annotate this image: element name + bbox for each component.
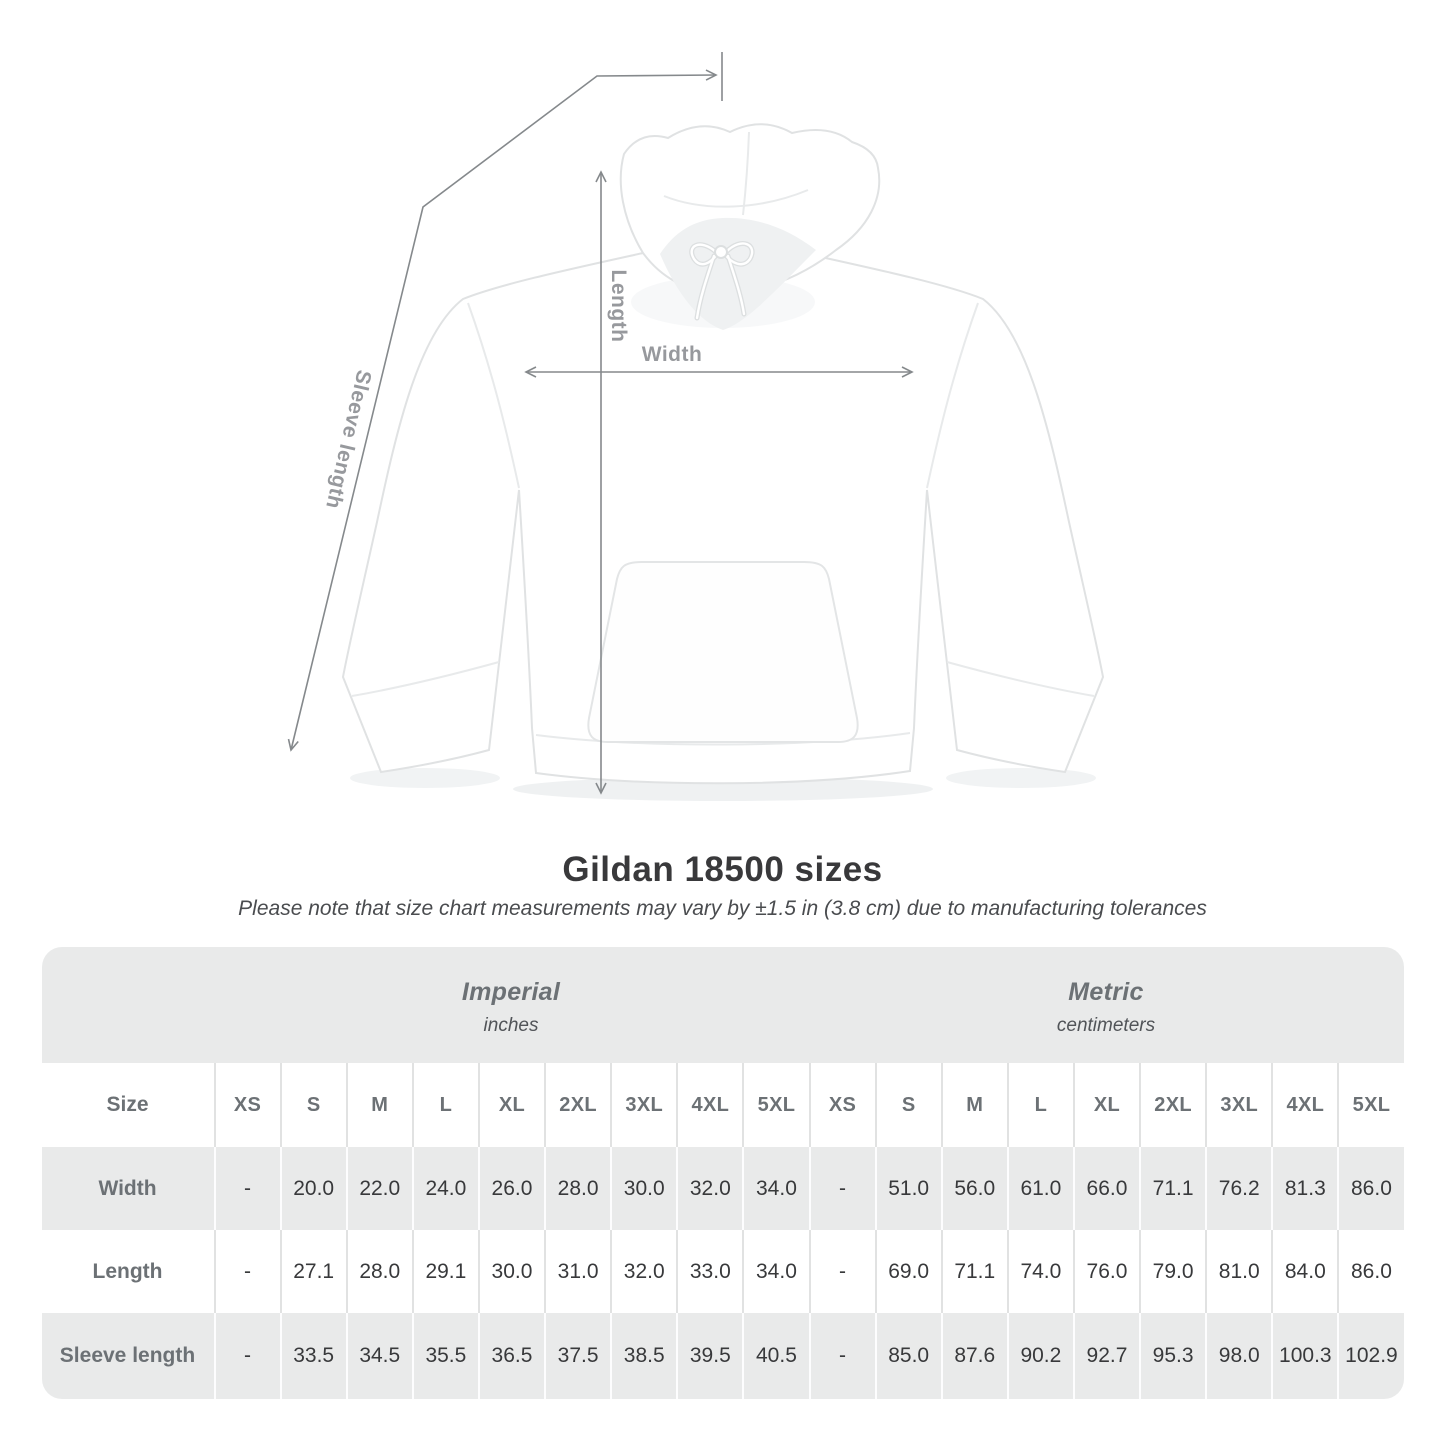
width-cell: 22.0 bbox=[346, 1147, 412, 1230]
width-cell: 32.0 bbox=[676, 1147, 742, 1230]
metric-title: Metric bbox=[1068, 977, 1144, 1006]
length-cell: 79.0 bbox=[1139, 1230, 1205, 1313]
length-cell: 71.1 bbox=[941, 1230, 1007, 1313]
table-corner-spacer bbox=[42, 947, 214, 1063]
width-cell: 30.0 bbox=[610, 1147, 676, 1230]
width-cell: 24.0 bbox=[412, 1147, 478, 1230]
length-cell: - bbox=[214, 1230, 280, 1313]
sleeve-length-row-label: Sleeve length bbox=[59, 1344, 196, 1367]
width-cell: 28.0 bbox=[544, 1147, 610, 1230]
hoodie-shadow bbox=[350, 768, 500, 788]
length-cell: 29.1 bbox=[412, 1230, 478, 1313]
size-header-imperial: M bbox=[346, 1063, 412, 1147]
sleeve-length-cell: 38.5 bbox=[610, 1313, 676, 1399]
width-cell: 81.3 bbox=[1271, 1147, 1337, 1230]
page-title: Gildan 18500 sizes bbox=[562, 850, 883, 889]
imperial-group-header bbox=[214, 947, 809, 1063]
size-header-imperial: XS bbox=[214, 1063, 280, 1147]
size-header-metric: 3XL bbox=[1205, 1063, 1271, 1147]
sleeve-length-cell: 34.5 bbox=[346, 1313, 412, 1399]
length-cell: 27.1 bbox=[280, 1230, 346, 1313]
length-cell: - bbox=[809, 1230, 875, 1313]
sleeve-length-cell: - bbox=[214, 1313, 280, 1399]
sleeve-length-cell: - bbox=[809, 1313, 875, 1399]
metric-group-header bbox=[809, 947, 1404, 1063]
width-cell: - bbox=[214, 1147, 280, 1230]
size-header-imperial: 3XL bbox=[610, 1063, 676, 1147]
hoodie-shadow bbox=[946, 768, 1096, 788]
sleeve-length-cell: 35.5 bbox=[412, 1313, 478, 1399]
sleeve-length-label: Sleeve length bbox=[321, 367, 376, 512]
size-header-imperial: S bbox=[280, 1063, 346, 1147]
size-header-metric: S bbox=[875, 1063, 941, 1147]
size-header-metric: XS bbox=[809, 1063, 875, 1147]
length-cell: 86.0 bbox=[1337, 1230, 1403, 1313]
sleeve-length-cell: 100.3 bbox=[1271, 1313, 1337, 1399]
width-cell: 86.0 bbox=[1337, 1147, 1403, 1230]
length-row-label: Length bbox=[42, 1230, 214, 1313]
width-cell: 76.2 bbox=[1205, 1147, 1271, 1230]
length-cell: 30.0 bbox=[478, 1230, 544, 1313]
sleeve-length-cell: 33.5 bbox=[280, 1313, 346, 1399]
sleeve-length-cell: 92.7 bbox=[1073, 1313, 1139, 1399]
width-cell: 71.1 bbox=[1139, 1147, 1205, 1230]
size-header-metric: 5XL bbox=[1337, 1063, 1403, 1147]
length-cell: 69.0 bbox=[875, 1230, 941, 1313]
length-cell: 81.0 bbox=[1205, 1230, 1271, 1313]
width-cell: 66.0 bbox=[1073, 1147, 1139, 1230]
hoodie-pocket bbox=[588, 562, 857, 742]
size-header-imperial: XL bbox=[478, 1063, 544, 1147]
width-cell: - bbox=[809, 1147, 875, 1230]
width-cell: 26.0 bbox=[478, 1147, 544, 1230]
size-header-imperial: L bbox=[412, 1063, 478, 1147]
sleeve-length-cell: 95.3 bbox=[1139, 1313, 1205, 1399]
sleeve-length-cell: 40.5 bbox=[742, 1313, 808, 1399]
length-cell: 76.0 bbox=[1073, 1230, 1139, 1313]
length-label: Length bbox=[607, 269, 630, 343]
length-cell: 74.0 bbox=[1007, 1230, 1073, 1313]
size-header-imperial: 4XL bbox=[676, 1063, 742, 1147]
width-cell: 34.0 bbox=[742, 1147, 808, 1230]
sleeve-length-cell: 87.6 bbox=[941, 1313, 1007, 1399]
sleeve-length-cell: 39.5 bbox=[676, 1313, 742, 1399]
sleeve-length-cell: 102.9 bbox=[1337, 1313, 1403, 1399]
length-cell: 28.0 bbox=[346, 1230, 412, 1313]
size-header-imperial: 2XL bbox=[544, 1063, 610, 1147]
size-header-metric: XL bbox=[1073, 1063, 1139, 1147]
size-col-header: Size bbox=[42, 1063, 214, 1147]
length-cell: 32.0 bbox=[610, 1230, 676, 1313]
sleeve-length-cell: 85.0 bbox=[875, 1313, 941, 1399]
imperial-unit: inches bbox=[483, 1014, 539, 1036]
sleeve-length-cell: 98.0 bbox=[1205, 1313, 1271, 1399]
metric-unit: centimeters bbox=[1056, 1014, 1156, 1036]
sleeve-length-cell: 36.5 bbox=[478, 1313, 544, 1399]
length-cell: 34.0 bbox=[742, 1230, 808, 1313]
length-cell: 33.0 bbox=[676, 1230, 742, 1313]
hoodie-illustration bbox=[343, 124, 1103, 801]
size-header-metric: M bbox=[941, 1063, 1007, 1147]
length-cell: 31.0 bbox=[544, 1230, 610, 1313]
size-header-metric: L bbox=[1007, 1063, 1073, 1147]
size-header-metric: 2XL bbox=[1139, 1063, 1205, 1147]
size-table bbox=[42, 947, 1404, 1399]
sleeve-length-cell: 90.2 bbox=[1007, 1313, 1073, 1399]
imperial-title: Imperial bbox=[461, 977, 561, 1006]
width-row-label: Width bbox=[98, 1176, 157, 1200]
width-cell: 61.0 bbox=[1007, 1147, 1073, 1230]
length-cell: 84.0 bbox=[1271, 1230, 1337, 1313]
size-header-metric: 4XL bbox=[1271, 1063, 1337, 1147]
width-cell: 51.0 bbox=[875, 1147, 941, 1230]
width-cell: 56.0 bbox=[941, 1147, 1007, 1230]
size-header-imperial: 5XL bbox=[742, 1063, 808, 1147]
page-subtitle: Please note that size chart measurements may vary by ±1.5 in (3.8 cm) due to manufacturing tolerances bbox=[238, 897, 1207, 920]
width-cell: 20.0 bbox=[280, 1147, 346, 1230]
width-label: Width bbox=[641, 343, 703, 366]
sleeve-length-cell: 37.5 bbox=[544, 1313, 610, 1399]
